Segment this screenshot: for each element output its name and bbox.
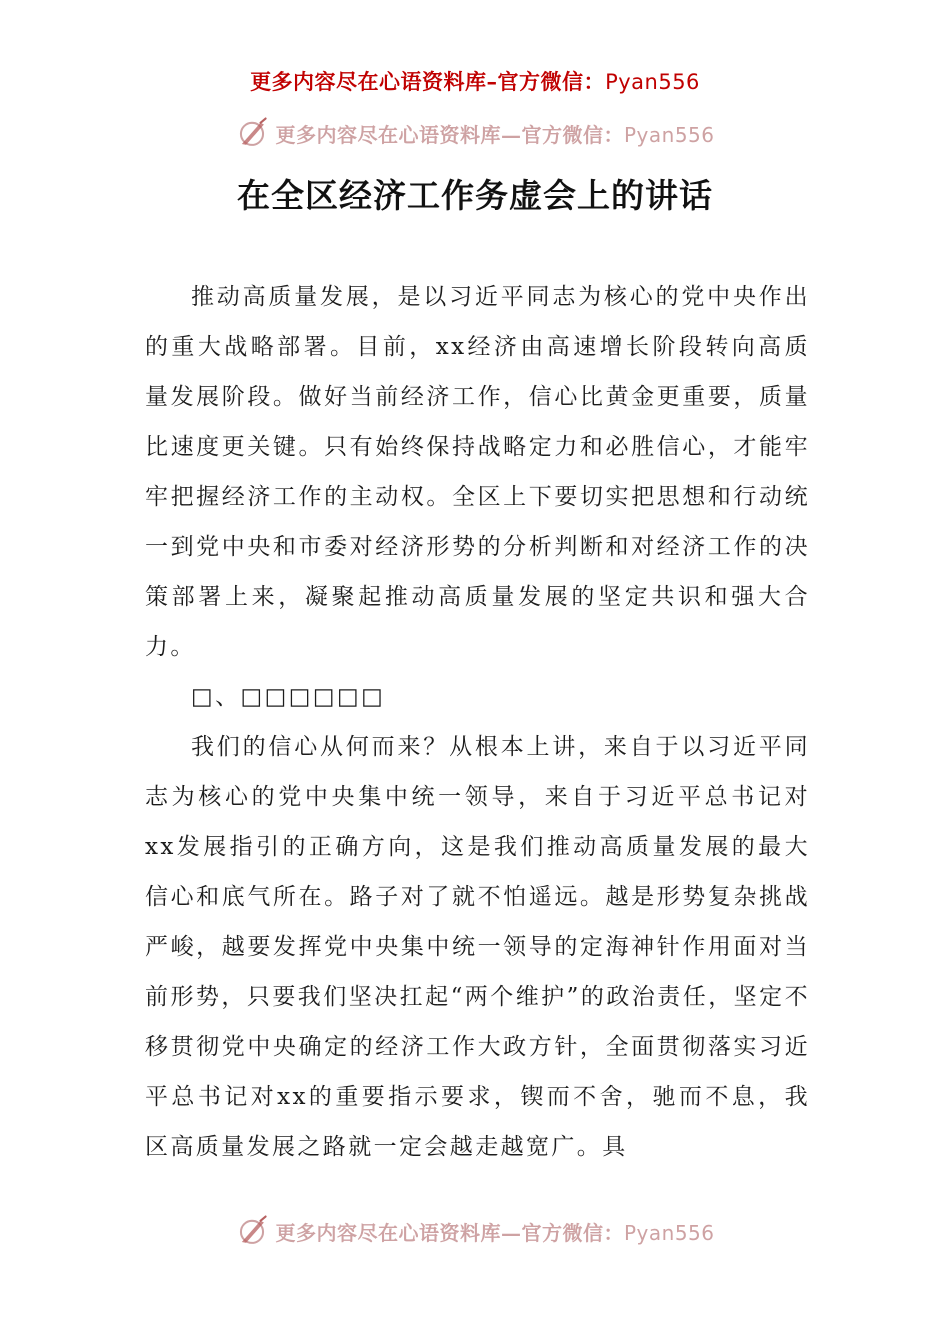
watermark-top-en: Pyan556 [623,122,715,147]
watermark-top [0,116,950,150]
document-title: 在全区经济工作务虚会上的讲话 [237,176,713,215]
watermark-bottom-text [275,1217,714,1246]
watermark-top-text [275,119,714,148]
banner-cn-text: 更多内容尽在心语资料库–官方微信： [250,69,606,94]
document-body [145,272,810,1172]
watermark-bottom-en: Pyan556 [623,1220,715,1245]
watermark-bottom-cn: 更多内容尽在心语资料库—官方微信： [275,1220,624,1245]
watermark-bottom [0,1214,950,1248]
top-banner [0,66,950,96]
pen-logo-icon [235,1214,269,1248]
watermark-top-cn: 更多内容尽在心语资料库—官方微信： [275,122,624,147]
paragraph-confidence: 我们的信心从何而来？从根本上讲，来自于以习近平同志为核心的党中央集中统一领导，来自于习近平总书记对xx发展指引的正确方向，这是我们推动高质量发展的最大信心和底气所在。路子对了就不怕遥远。越是形势复杂挑战严峻，越要发挥党中央集中统一领导的定海神针作用面对当前形势，只要我们坚决扛起“两个维护”的政治责任，坚定不移贯彻党中央确定的经济工作大政方针，全面贯彻落实习近平总书记对xx的重要指示要求，锲而不舍，驰而不息，我区高质量发展之路就一定会越走越宽广。具 [145,734,810,1160]
pen-logo-icon [235,116,269,150]
section-heading: □、□□□□□□ [191,684,386,710]
banner-wechat-id: Pyan556 [605,70,700,94]
paragraph-intro: 推动高质量发展，是以习近平同志为核心的党中央作出的重大战略部署。目前，xx经济由高速增长阶段转向高质量发展阶段。做好当前经济工作，信心比黄金更重要，质量比速度更关键。只有始终保持战略定力和必胜信心，才能牢牢把握经济工作的主动权。全区上下要切实把思想和行动统一到党中央和市委对经济形势的分析判断和对经济工作的决策部署上来，凝聚起推动高质量发展的坚定共识和强大合力。 [145,284,810,660]
